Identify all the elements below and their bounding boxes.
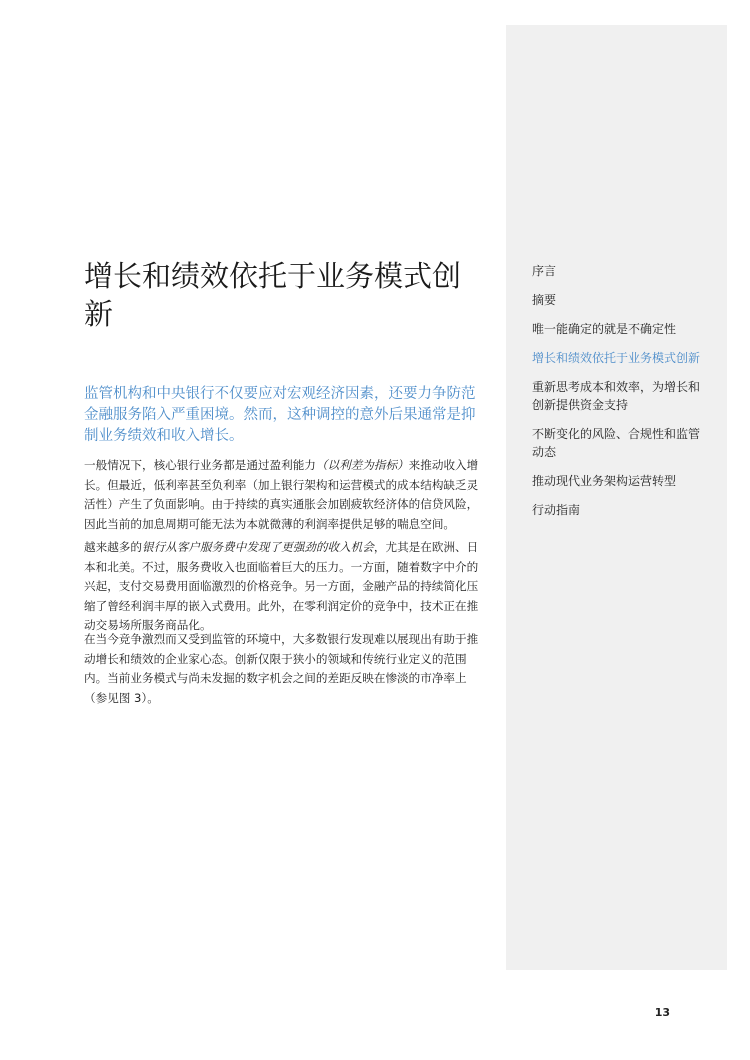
toc-item-uncertainty[interactable]: 唯一能确定的就是不确定性 — [532, 322, 677, 336]
paragraph-1-text-a: 一般情况下，核心银行业务都是通过盈利能力 — [84, 458, 316, 472]
toc-item-preface[interactable]: 序言 — [532, 264, 557, 278]
toc-item-summary[interactable]: 摘要 — [532, 293, 557, 307]
body-paragraph-1 — [84, 456, 484, 534]
lead-paragraph: 监管机构和中央银行不仅要应对宏观经济因素，还要力争防范金融服务陷入严重困境。然而，这种调控的意外后果通常是抑制业务绩效和收入增长。 — [84, 386, 476, 444]
toc-item-risk-compliance[interactable]: 不断变化的风险、合规性和监管动态 — [532, 427, 701, 459]
body-paragraph-2 — [84, 538, 484, 636]
paragraph-1-emphasis: （以利差为指标） — [315, 458, 409, 472]
page-number: 13 — [654, 1006, 670, 1019]
page-title: 增长和绩效依托于业务模式创新 — [84, 259, 462, 331]
paragraph-1-text-b: 来推动收入增长。但最近，低利率甚至负利率（加上银行架构和运营模式的成本结构缺乏灵活性）产生了负面影响。由于持续的真实通胀会加剧疲软经济体的信贷风险，因此当前的加息周期可能无法为本就微薄的利润率提供足够的喘息空间。 — [84, 458, 479, 531]
toc-item-architecture[interactable]: 推动现代业务架构运营转型 — [532, 474, 677, 488]
paragraph-2-emphasis: 银行从客户服务费中发现了更强劲的收入机会 — [141, 540, 374, 554]
toc-item-growth-innovation[interactable]: 增长和绩效依托于业务模式创新 — [532, 351, 701, 365]
paragraph-2-text-b: ，尤其是在欧洲、日本和北美。不过，服务费收入也面临着巨大的压力。一方面，随着数字中介的兴起，支付交易费用面临激烈的价格竞争。另一方面，金融产品的持续简化压缩了曾经利润丰厚的嵌入式费用。此外，在零利润定价的竞争中，技术正在推动交易场所服务商品化。 — [84, 540, 479, 632]
toc-item-action-guide[interactable]: 行动指南 — [532, 503, 581, 517]
toc-item-cost-efficiency[interactable]: 重新思考成本和效率，为增长和创新提供资金支持 — [532, 380, 701, 412]
table-of-contents — [532, 262, 702, 530]
body-paragraph-3: 在当今竞争激烈而又受到监管的环境中，大多数银行发现难以展现出有助于推动增长和绩效的企业家心态。创新仅限于狭小的领域和传统行业定义的范围内。当前业务模式与尚未发掘的数字机会之间的差距反映在惨淡的市净率上（参见图 3）。 — [84, 632, 479, 705]
paragraph-2-text-a: 越来越多的 — [84, 540, 142, 554]
